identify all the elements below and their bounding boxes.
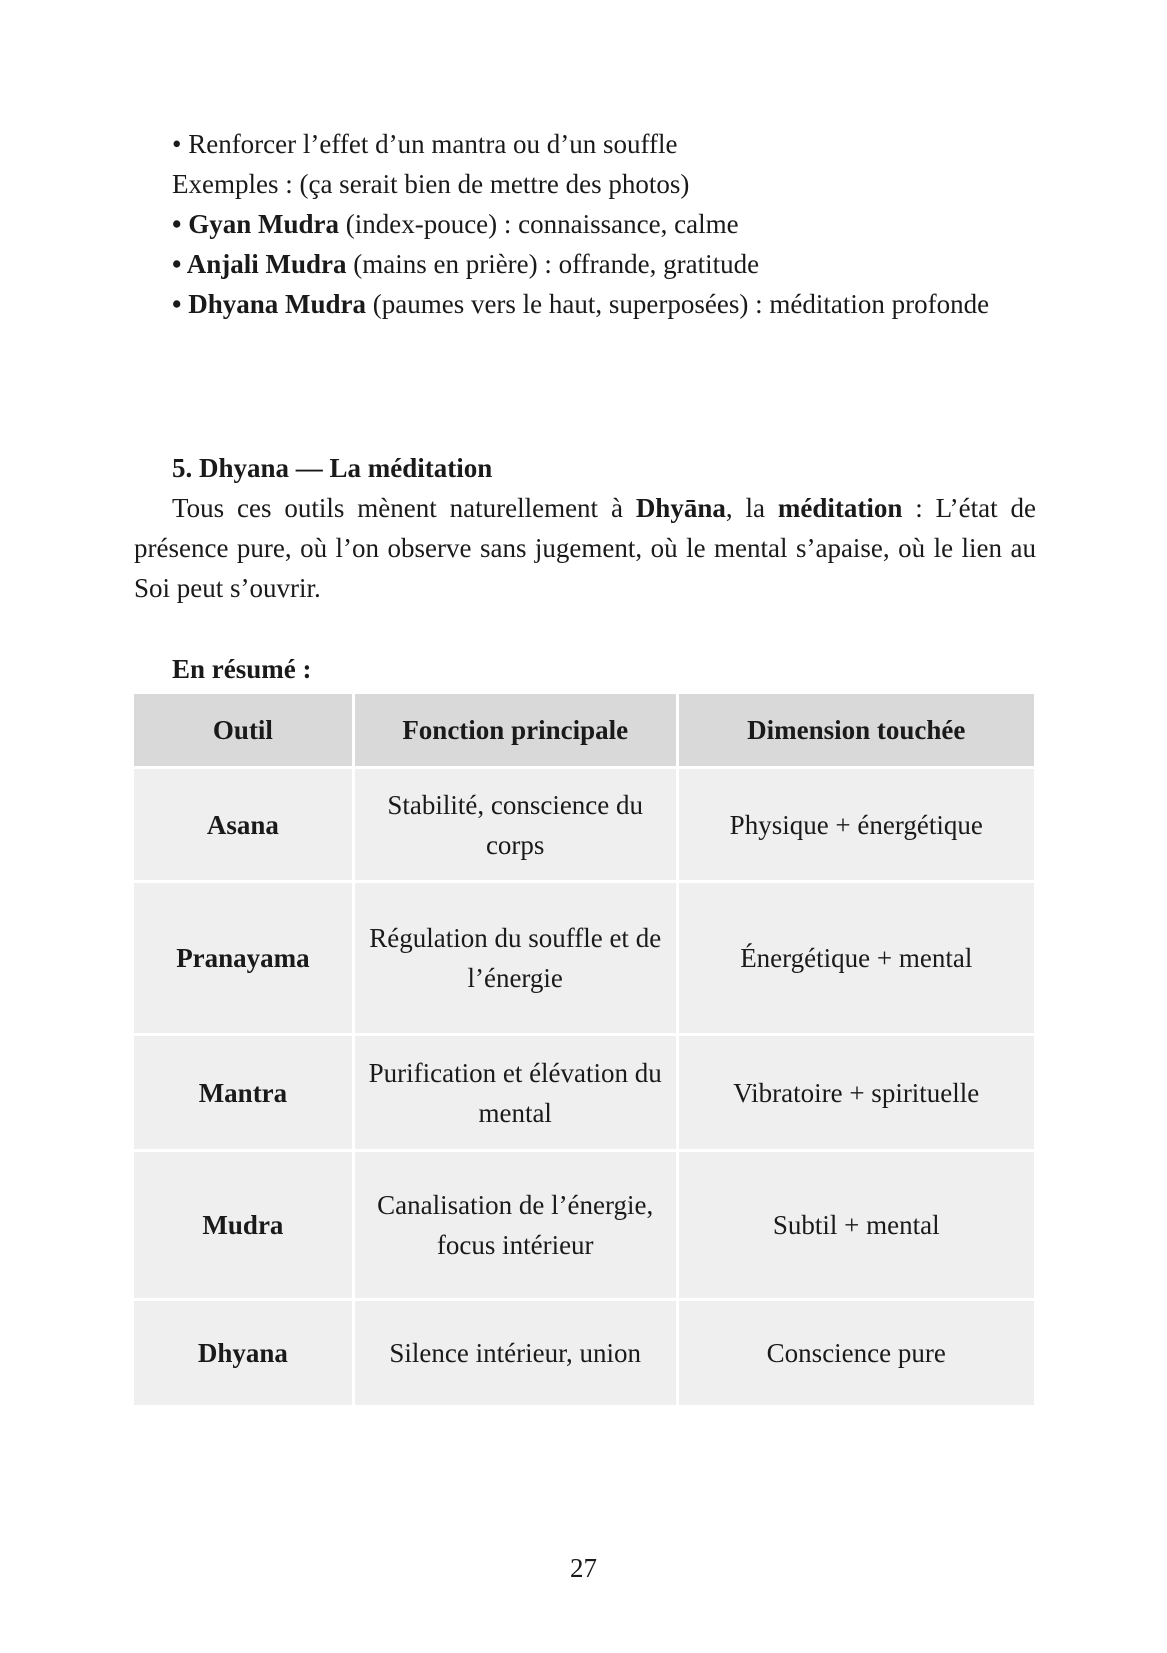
examples-line: Exemples : (ça serait bien de mettre des photos) — [172, 169, 690, 199]
desc-anjali-mudra: (mains en prière) : offrande, gratitude — [346, 249, 760, 279]
cell-function: Silence intérieur, union — [355, 1301, 676, 1405]
cell-function: Purification et élévation du mental — [355, 1036, 676, 1149]
cell-tool: Mudra — [134, 1152, 352, 1298]
cell-tool: Asana — [134, 769, 352, 880]
bullet-gyan-mudra — [172, 204, 759, 244]
paragraph-text-end: : L’état de présence pure, où l’on observe sans jugement, où le mental s’apaise, où le lien au Soi peut s’ouvrir. — [134, 493, 1036, 603]
paragraph-text-mid: , la — [725, 493, 778, 523]
cell-tool: Pranayama — [134, 883, 352, 1033]
summary-table — [131, 691, 1037, 1408]
page-number: 27 — [570, 1553, 597, 1583]
term-anjali-mudra: • Anjali Mudra — [172, 249, 347, 279]
table-header-row — [134, 694, 1034, 766]
term-meditation: méditation — [777, 493, 903, 523]
table-row — [134, 1301, 1034, 1405]
table-row — [134, 1036, 1034, 1149]
table-row — [134, 883, 1034, 1033]
term-dhyana: Dhyāna — [635, 493, 726, 523]
header-fonction: Fonction principale — [355, 694, 676, 766]
term-dhyana-mudra: • Dhyana Mudra — [172, 289, 366, 319]
summary-title: En résumé : — [172, 654, 312, 684]
bullet-dhyana-mudra — [172, 284, 1036, 324]
term-gyan-mudra: • Gyan Mudra — [172, 209, 339, 239]
bullet-anjali-mudra — [172, 244, 759, 284]
section-paragraph — [134, 488, 1036, 608]
header-dimension: Dimension touchée — [679, 694, 1034, 766]
cell-dimension: Subtil + mental — [679, 1152, 1034, 1298]
cell-function: Canalisation de l’énergie, focus intérieur — [355, 1152, 676, 1298]
desc-dhyana-mudra: (paumes vers le haut, superposées) : méditation profonde — [365, 289, 990, 319]
cell-dimension: Vibratoire + spirituelle — [679, 1036, 1034, 1149]
cell-function: Régulation du souffle et de l’énergie — [355, 883, 676, 1033]
cell-tool: Dhyana — [134, 1301, 352, 1405]
bullet-renforcer: • Renforcer l’effet d’un mantra ou d’un souffle — [172, 129, 678, 159]
cell-function: Stabilité, conscience du corps — [355, 769, 676, 880]
bullet-list — [172, 124, 759, 284]
cell-dimension: Conscience pure — [679, 1301, 1034, 1405]
table-row — [134, 1152, 1034, 1298]
desc-gyan-mudra: (index-pouce) : connaissance, calme — [338, 209, 739, 239]
cell-tool: Mantra — [134, 1036, 352, 1149]
paragraph-text-start: Tous ces outils mènent naturellement à — [172, 493, 636, 523]
table-row — [134, 769, 1034, 880]
header-outil: Outil — [134, 694, 352, 766]
section-heading: 5. Dhyana — La méditation — [172, 453, 493, 483]
cell-dimension: Énergétique + mental — [679, 883, 1034, 1033]
cell-dimension: Physique + énergétique — [679, 769, 1034, 880]
